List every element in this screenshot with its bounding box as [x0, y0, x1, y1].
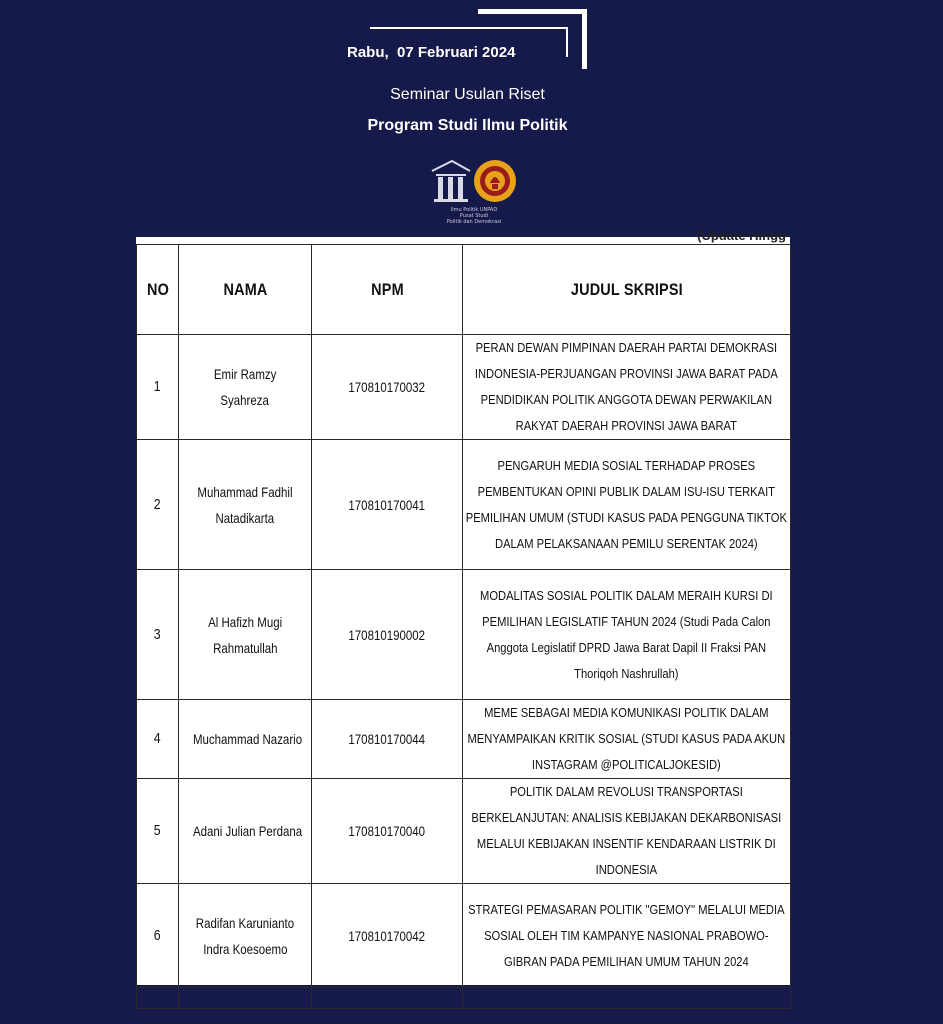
cell-empty	[312, 988, 463, 1009]
cell-nama: Emir Ramzy Syahreza	[179, 335, 312, 440]
document-table-image	[136, 228, 790, 985]
table-row	[137, 700, 791, 779]
cell-nama: Al Hafizh Mugi Rahmatullah	[179, 570, 312, 700]
cell-judul: PENGARUH MEDIA SOSIAL TERHADAP PROSES PEMBENTUKAN OPINI PUBLIK DALAM ISU-ISU TERKAIT PEMILIHAN UMUM (STUDI KASUS PADA PENGGUNA TIKTOK DALAM PELAKSANAAN PEMILU SERENTAK 2024)	[463, 440, 791, 570]
cell-npm: 170810170040	[312, 779, 463, 884]
program-title: Program Studi Ilmu Politik	[367, 117, 568, 134]
cell-no: 1	[137, 335, 179, 440]
logo-caption: Ilmu Politik UNPAD Pusat Studi Politik dan Demokrasi	[446, 207, 502, 225]
table-row	[137, 335, 791, 440]
frame-line-decoration	[370, 27, 568, 29]
cell-npm: 170810170042	[312, 884, 463, 988]
table-row-partial	[137, 988, 791, 1009]
table-row	[137, 779, 791, 884]
cell-judul: STRATEGI PEMASARAN POLITIK "GEMOY" MELALUI MEDIA SOSIAL OLEH TIM KAMPANYE NASIONAL PRABOWO-GIBRAN PADA PEMILIHAN UMUM TAHUN 2024	[463, 884, 791, 988]
cell-no: 3	[137, 570, 179, 700]
cut-off-heading: (Update Hingg	[697, 228, 786, 243]
thesis-table	[136, 244, 791, 1009]
cell-judul: MEME SEBAGAI MEDIA KOMUNIKASI POLITIK DALAM MENYAMPAIKAN KRITIK SOSIAL (STUDI KASUS PADA AKUN INSTAGRAM @POLITICALJOKESID)	[463, 700, 791, 779]
cell-empty	[463, 988, 791, 1009]
cell-npm: 170810170032	[312, 335, 463, 440]
column-header-npm: NPM	[323, 245, 451, 335]
table-row	[137, 570, 791, 700]
cell-judul: MODALITAS SOSIAL POLITIK DALAM MERAIH KURSI DI PEMILIHAN LEGISLATIF TAHUN 2024 (Studi Pada Calon Anggota Legislatif DPRD Jawa Barat Dapil II Fraksi PAN Thoriqoh Nashrullah)	[463, 570, 791, 700]
cell-judul: POLITIK DALAM REVOLUSI TRANSPORTASI BERKELANJUTAN: ANALISIS KEBIJAKAN DEKARBONISASI MELALUI KEBIJAKAN INSENTIF KENDARAAN LISTRIK DI INDONESIA	[463, 779, 791, 884]
cell-nama: Adani Julian Perdana	[179, 779, 312, 884]
cell-judul: PERAN DEWAN PIMPINAN DAERAH PARTAI DEMOKRASI INDONESIA-PERJUANGAN PROVINSI JAWA BARAT PADA PENDIDIKAN POLITIK ANGGOTA DEWAN PERWAKILAN RAKYAT DAERAH PROVINSI JAWA BARAT	[463, 335, 791, 440]
cell-npm: 170810170044	[312, 700, 463, 779]
cell-no: 2	[137, 440, 179, 570]
cell-npm: 170810190002	[312, 570, 463, 700]
column-header-judul: JUDUL SKRIPSI	[463, 245, 791, 335]
table-header-row	[137, 245, 791, 335]
event-subtitle: Seminar Usulan Riset	[390, 86, 545, 103]
cell-nama: Muchammad Nazario	[179, 700, 312, 779]
cell-no: 4	[137, 700, 179, 779]
cell-no: 5	[137, 779, 179, 884]
cell-empty	[137, 988, 179, 1009]
cell-nama: Radifan Karunianto Indra Koesoemo	[179, 884, 312, 988]
cell-nama: Muhammad Fadhil Natadikarta	[179, 440, 312, 570]
table-row	[137, 884, 791, 988]
university-seal-icon	[471, 159, 521, 209]
column-header-nama: NAMA	[188, 245, 301, 335]
column-header-no: NO	[140, 245, 176, 335]
cell-npm: 170810170041	[312, 440, 463, 570]
cell-empty	[179, 988, 312, 1009]
cell-no: 6	[137, 884, 179, 988]
logo-group	[426, 157, 522, 237]
table-row	[137, 440, 791, 570]
event-date: Rabu, 07 Februari 2024	[347, 44, 516, 61]
